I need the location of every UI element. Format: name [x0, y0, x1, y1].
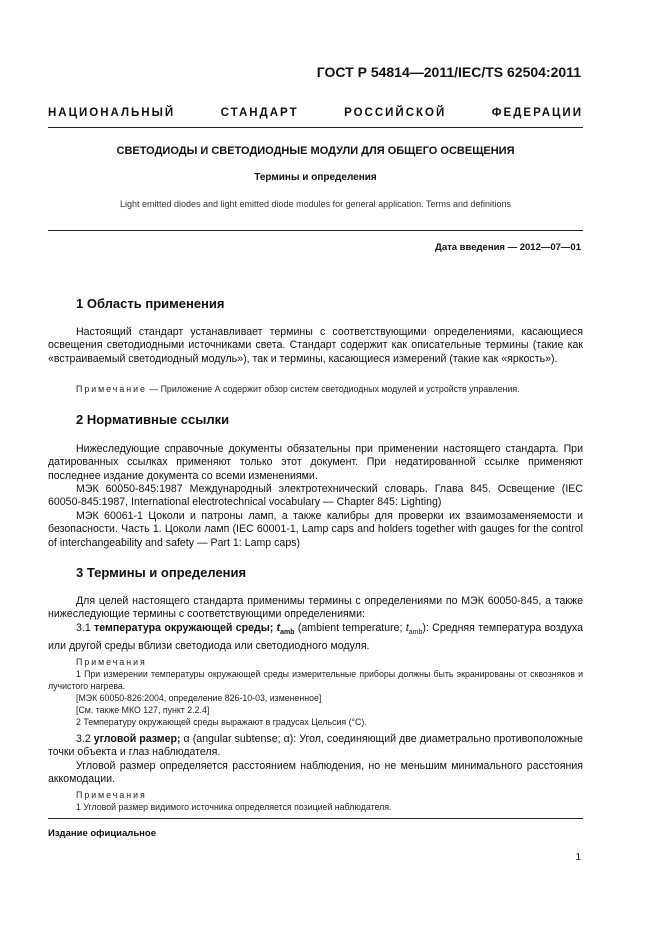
section-heading: 1 Область применения [76, 296, 225, 311]
note-label: Примечание [76, 384, 147, 394]
note [48, 383, 583, 395]
note: 2 Температуру окружающей среды выражают в градусах Цельсия (°С). [76, 717, 367, 727]
term-english: (angular subtense; [192, 733, 284, 745]
term-english: (ambient temperature; [294, 622, 406, 634]
note-text: — Приложение А содержит обзор систем светодиодных модулей и устройств управления. [146, 384, 520, 394]
banner-word: СТАНДАРТ [220, 107, 299, 119]
term-number: 3.2 [76, 733, 94, 745]
divider [48, 127, 583, 128]
banner-word: ФЕДЕРАЦИИ [491, 107, 583, 119]
note: 1 Угловой размер видимого источника определяется позицией наблюдателя. [76, 802, 392, 812]
introduction-date: Дата введения — 2012—07—01 [435, 242, 581, 253]
reference: [См. также МКО 127, пункт 2.2.4] [76, 705, 210, 715]
document-subtitle: Термины и определения [254, 172, 377, 183]
document-code: ГОСТ Р 54814—2011/IEC/TS 62504:2011 [316, 64, 581, 80]
page-number: 1 [575, 852, 581, 863]
note: 1 При измерении температуры окружающей среды измерительные приборы должны быть экранированы от сквозняков и лучистого нагрева. [48, 669, 583, 691]
document-title-english: Light emitted diodes and light emitted diode modules for general application. Terms and definitions [119, 199, 512, 209]
section-heading: 3 Термины и определения [76, 565, 247, 580]
notes-label: Примечания [76, 790, 147, 800]
paragraph: МЭК 60061-1 Цоколи и патроны ламп, а также калибры для проверки их взаимозаменяемости и безопасности. Часть 1. Цоколи ламп (IEC 60001-1, Lamp caps and holders together with gauges for the control of interchangeability and safety — Part 1: Lamp caps) [48, 510, 583, 549]
term-english-symbol: α [283, 733, 290, 745]
paragraph: Для целей настоящего стандарта применимы термины с определениями по МЭК 60050-845, а также нижеследующие термины с соответствующими определениями: [48, 595, 583, 621]
standard-banner [48, 107, 583, 119]
reference: [МЭК 60050-826:2004, определение 826-10-03, измененное] [76, 693, 322, 703]
term-definition-text: ): Угол, соединяющий две диаметрально противоположные точки объекта и глаз наблюдателя. [48, 733, 584, 759]
divider [48, 818, 583, 819]
term-number: 3.1 [76, 622, 95, 634]
divider [48, 230, 583, 231]
section-heading: 2 Нормативные ссылки [76, 412, 230, 427]
term-name: температура окружающей среды; [94, 622, 274, 634]
term-definition [48, 733, 583, 760]
term-definition [48, 622, 583, 653]
paragraph: МЭК 60050-845:1987 Международный электротехнический словарь. Глава 845. Освещение (IEC 60050-845:1987, International electrotechnical vocabulary — Chapter 845: Lighting) [48, 483, 583, 509]
notes-label: Примечания [76, 657, 147, 667]
term-english-symbol-sub: amb [408, 629, 423, 637]
paragraph: Настоящий стандарт устанавливает термины с соответствующими определениями, касающиеся освещения светодиодными источниками света. Стандарт содержит как описательные термины (такие как «встраиваемый светодиодный модуль»), так и термины, касающиеся измерений (такие как «яркость»). [48, 326, 583, 365]
term-symbol-sub: amb [280, 629, 295, 637]
document-title: СВЕТОДИОДЫ И СВЕТОДИОДНЫЕ МОДУЛИ ДЛЯ ОБЩЕГО ОСВЕЩЕНИЯ [116, 145, 515, 157]
term-name: угловой размер; [93, 733, 181, 745]
term-definition-text: ): Средняя температура воздуха или другой среды вблизи светодиода или светодиодного модуля. [48, 622, 584, 652]
edition-label: Издание официальное [48, 828, 156, 839]
term-symbol: t [276, 622, 281, 634]
paragraph: Угловой размер определяется расстоянием наблюдения, но не меньшим минимального расстояния аккомодации. [48, 760, 583, 786]
banner-word: НАЦИОНАЛЬНЫЙ [48, 107, 176, 119]
paragraph: Нижеследующие справочные документы обязательны при применении настоящего стандарта. При датированных ссылках применяют только этот документ. При недатированной ссылке применяют последнее издание документа со всеми изменениями. [48, 443, 583, 482]
banner-word: РОССИЙСКОЙ [344, 107, 447, 119]
term-symbol: α [180, 733, 193, 745]
term-english-symbol: t [405, 622, 409, 634]
